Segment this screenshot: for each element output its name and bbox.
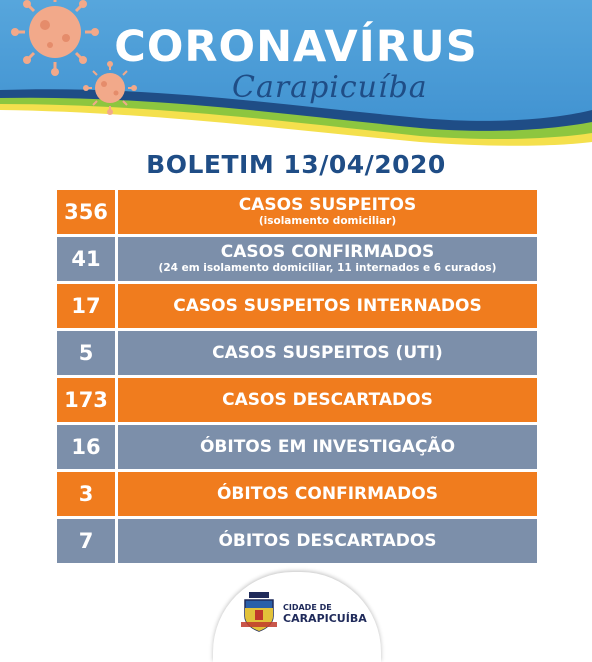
stat-sublabel: (24 em isolamento domiciliar, 11 internados e 6 curados) (158, 262, 497, 275)
stat-row-suspected (57, 190, 537, 234)
stat-label-box (118, 237, 537, 281)
stat-label: CASOS SUSPEITOS INTERNADOS (173, 295, 482, 316)
stat-value: 41 (57, 237, 115, 281)
stat-row-deaths-discarded (57, 519, 537, 563)
city-logo-text (283, 603, 367, 625)
stat-label: CASOS CONFIRMADOS (220, 242, 435, 263)
stat-value: 7 (57, 519, 115, 563)
stat-sublabel: (isolamento domiciliar) (258, 215, 397, 228)
stat-row-deaths-confirmed (57, 472, 537, 516)
banner-subtitle: Carapicuíba (232, 70, 428, 105)
stat-value: 5 (57, 331, 115, 375)
logo-line-1: CIDADE DE (283, 603, 332, 612)
header-banner (0, 0, 592, 150)
stat-row-suspected-icu (57, 331, 537, 375)
footer-logo-badge (213, 572, 381, 662)
stat-value: 173 (57, 378, 115, 422)
stat-value: 356 (57, 190, 115, 234)
stat-row-discarded (57, 378, 537, 422)
stat-label-box (118, 378, 537, 422)
stat-label: CASOS SUSPEITOS (238, 195, 417, 216)
stat-label: ÓBITOS CONFIRMADOS (216, 483, 438, 504)
stat-value: 3 (57, 472, 115, 516)
bulletin-date-title: BOLETIM 13/04/2020 (146, 150, 446, 179)
stat-row-confirmed (57, 237, 537, 281)
stat-label: CASOS SUSPEITOS (UTI) (212, 342, 443, 363)
stat-row-deaths-investigation (57, 425, 537, 469)
stat-label: ÓBITOS DESCARTADOS (218, 530, 437, 551)
city-crest-icon (241, 592, 277, 632)
stat-label: CASOS DESCARTADOS (222, 389, 433, 410)
stat-label-box (118, 472, 537, 516)
stat-label-box (118, 190, 537, 234)
stat-value: 16 (57, 425, 115, 469)
stat-label: ÓBITOS EM INVESTIGAÇÃO (199, 436, 456, 457)
stat-value: 17 (57, 284, 115, 328)
stat-label-box (118, 519, 537, 563)
stat-label-box (118, 425, 537, 469)
stat-row-suspected-hospitalized (57, 284, 537, 328)
stats-table (57, 190, 537, 566)
stat-label-box (118, 284, 537, 328)
banner-title: CORONAVÍRUS (114, 22, 478, 72)
logo-line-2: CARAPICUÍBA (283, 612, 367, 625)
stat-label-box (118, 331, 537, 375)
